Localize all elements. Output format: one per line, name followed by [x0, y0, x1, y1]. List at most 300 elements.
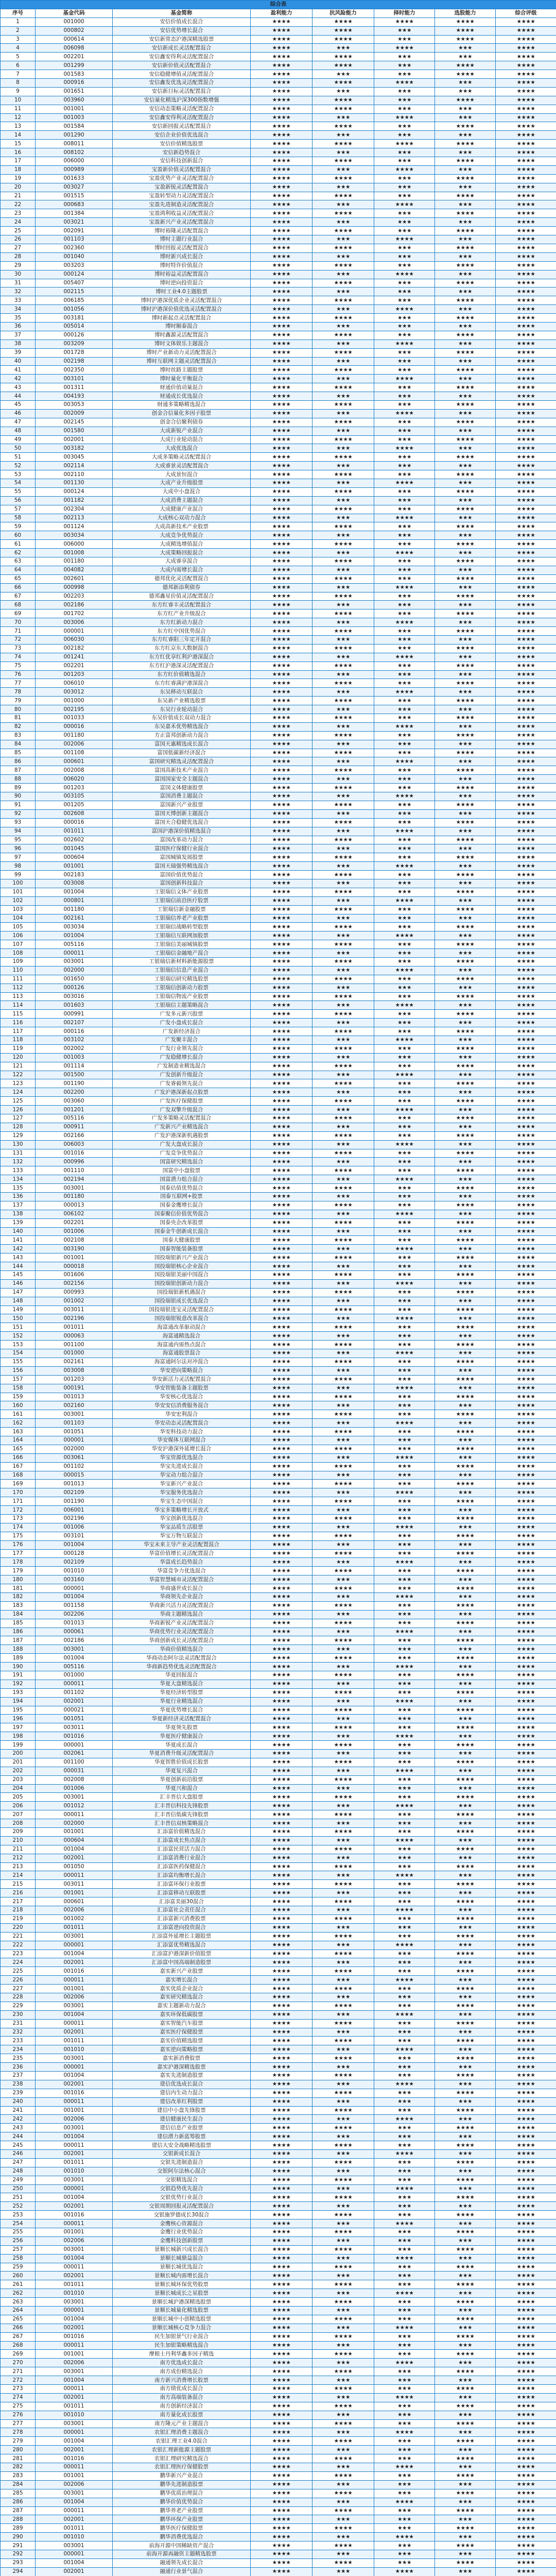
table-row — [1, 2437, 556, 2446]
fund-name: 海富通改革驱动混合 — [113, 1323, 251, 1332]
fund-name: 博时产业新动力灵活配置混合 — [113, 348, 251, 357]
profitability-rating: ★★★★ — [251, 566, 312, 574]
fund-code: 002113 — [36, 514, 113, 522]
overall-rating: ★★★★ — [496, 2428, 556, 2437]
risk-resistance-rating: ★★★★ — [312, 1044, 374, 1053]
risk-resistance-rating: ★★★ — [312, 165, 374, 174]
overall-rating: ★★★★ — [496, 1584, 556, 1593]
fund-code: 001001 — [36, 1985, 113, 1993]
overall-rating: ★★★★ — [496, 1184, 556, 1193]
risk-resistance-rating: ★★★★ — [312, 679, 374, 688]
overall-rating: ★★★★ — [496, 1436, 556, 1445]
table-row — [1, 1158, 556, 1166]
fund-name: 工银瑞信养老产业股票 — [113, 914, 251, 923]
timing-rating: ★★★ — [374, 949, 435, 958]
profitability-rating: ★★★★ — [251, 2219, 312, 2228]
overall-rating: ★★★★ — [496, 1636, 556, 1645]
risk-resistance-rating: ★★★ — [312, 183, 374, 192]
timing-rating: ★★★ — [374, 2315, 435, 2324]
risk-resistance-rating: ★★★★ — [312, 1810, 374, 1819]
fund-name: 广发大盘成长混合 — [113, 1140, 251, 1149]
risk-resistance-rating: ★★★ — [312, 270, 374, 279]
fund-code: 002195 — [36, 705, 113, 714]
fund-name: 广发聚丰混合 — [113, 1036, 251, 1044]
profitability-rating: ★★★★ — [251, 1784, 312, 1793]
fund-name: 华富竞争力优选混合 — [113, 1567, 251, 1575]
profitability-rating: ★★★★ — [251, 1166, 312, 1175]
fund-name: 大成高新技术产业股票 — [113, 522, 251, 531]
stock-selection-rating: ★★★ — [435, 113, 496, 122]
profitability-rating: ★★★★ — [251, 662, 312, 670]
table-row — [1, 1106, 556, 1114]
fund-name: 东方红睿阳三年定开混合 — [113, 636, 251, 645]
risk-resistance-rating: ★★★ — [312, 1854, 374, 1862]
stock-selection-rating: ★★★★ — [435, 627, 496, 636]
fund-code: 001001 — [36, 2350, 113, 2359]
stock-selection-rating: ★★★ — [435, 757, 496, 766]
table-row — [1, 2236, 556, 2245]
timing-rating: ★★★ — [374, 1932, 435, 1941]
fund-code: 003012 — [36, 688, 113, 697]
row-index: 224 — [1, 1958, 36, 1967]
stock-selection-rating: ★★★★ — [435, 1810, 496, 1819]
row-index: 179 — [1, 1567, 36, 1575]
row-index: 192 — [1, 1680, 36, 1688]
timing-rating: ★★★★ — [374, 2533, 435, 2541]
fund-code: 003061 — [36, 1453, 113, 1462]
overall-rating: ★★★★ — [496, 192, 556, 200]
timing-rating: ★★★ — [374, 1253, 435, 1262]
stock-selection-rating: ★★★ — [435, 2219, 496, 2228]
overall-rating: ★★★★ — [496, 1871, 556, 1880]
timing-rating: ★★★ — [374, 1218, 435, 1227]
overall-rating: ★★★★ — [496, 1253, 556, 1262]
profitability-rating: ★★★★ — [251, 1889, 312, 1897]
overall-rating: ★★★★ — [496, 2115, 556, 2124]
stock-selection-rating: ★★★ — [435, 2393, 496, 2402]
timing-rating: ★★★ — [374, 1027, 435, 1036]
table-row — [1, 2376, 556, 2385]
fund-name: 博时量化平衡混合 — [113, 375, 251, 383]
row-index: 149 — [1, 1306, 36, 1314]
row-index: 122 — [1, 1071, 36, 1079]
profitability-rating: ★★★★ — [251, 1193, 312, 1201]
table-row — [1, 79, 556, 88]
row-index: 17 — [1, 157, 36, 166]
row-index: 35 — [1, 314, 36, 323]
table-row — [1, 2393, 556, 2402]
overall-rating: ★★★★ — [496, 836, 556, 844]
fund-code: 001006 — [36, 1227, 113, 1236]
timing-rating: ★★★ — [374, 1845, 435, 1854]
timing-rating: ★★★★ — [374, 2149, 435, 2158]
row-index: 160 — [1, 1401, 36, 1410]
stock-selection-rating: ★★★★ — [435, 1532, 496, 1540]
row-index: 200 — [1, 1750, 36, 1758]
fund-name: 东方红睿满沪港深混合 — [113, 679, 251, 688]
overall-rating: ★★★★ — [496, 1306, 556, 1314]
overall-rating: ★★★★ — [496, 722, 556, 731]
timing-rating: ★★★ — [374, 470, 435, 479]
risk-resistance-rating: ★★★ — [312, 2080, 374, 2089]
fund-name: 南方创新经济混合 — [113, 2402, 251, 2411]
stock-selection-rating: ★★★ — [435, 1419, 496, 1428]
timing-rating: ★★★ — [374, 435, 435, 444]
header-risk-resistance: 抗风险能力 — [312, 9, 374, 18]
fund-code: 001001 — [36, 1828, 113, 1837]
stock-selection-rating: ★★★ — [435, 1697, 496, 1706]
overall-rating: ★★★★ — [496, 1767, 556, 1775]
table-row — [1, 2550, 556, 2558]
risk-resistance-rating: ★★★★ — [312, 1601, 374, 1610]
row-index: 157 — [1, 1375, 36, 1384]
stock-selection-rating: ★★★ — [435, 896, 496, 905]
row-index: 214 — [1, 1871, 36, 1880]
risk-resistance-rating: ★★★★ — [312, 1828, 374, 1837]
table-row — [1, 1341, 556, 1349]
fund-name: 华安核心优选混合 — [113, 1393, 251, 1401]
timing-rating: ★★★ — [374, 1688, 435, 1697]
profitability-rating: ★★★★ — [251, 470, 312, 479]
overall-rating: ★★★★ — [496, 1889, 556, 1897]
stock-selection-rating: ★★★★ — [435, 1236, 496, 1245]
fund-code: 001045 — [36, 844, 113, 853]
timing-rating: ★★★★ — [374, 862, 435, 871]
profitability-rating: ★★★★ — [251, 1062, 312, 1071]
stock-selection-rating: ★★★★ — [435, 2089, 496, 2097]
fund-name: 华宝未来主导产业灵活配置混合 — [113, 1540, 251, 1549]
timing-rating: ★★★ — [374, 287, 435, 296]
row-index: 178 — [1, 1558, 36, 1567]
overall-rating: ★★★★ — [496, 2411, 556, 2419]
overall-rating: ★★★★ — [496, 1079, 556, 1088]
fund-name: 博时回报灵活配置混合 — [113, 244, 251, 252]
timing-rating: ★★★ — [374, 487, 435, 496]
fund-code: 001103 — [36, 235, 113, 244]
table-row — [1, 96, 556, 105]
stock-selection-rating: ★★★ — [435, 688, 496, 697]
table-row — [1, 400, 556, 409]
fund-code: 002006 — [36, 2115, 113, 2124]
table-row — [1, 1897, 556, 1906]
table-row — [1, 1836, 556, 1845]
table-row — [1, 618, 556, 627]
profitability-rating: ★★★★ — [251, 305, 312, 314]
profitability-rating: ★★★★ — [251, 801, 312, 809]
fund-name: 汇丰晋信双核策略混合 — [113, 1819, 251, 1828]
table-row — [1, 1079, 556, 1088]
profitability-rating: ★★★★ — [251, 722, 312, 731]
timing-rating: ★★★ — [374, 1428, 435, 1436]
stock-selection-rating: ★★★ — [435, 1193, 496, 1201]
overall-rating: ★★★★ — [496, 2471, 556, 2480]
risk-resistance-rating: ★★★★ — [312, 279, 374, 287]
fund-name: 宝盈新锐灵活配置混合 — [113, 183, 251, 192]
table-row — [1, 2211, 556, 2219]
fund-code: 008102 — [36, 148, 113, 157]
profitability-rating: ★★★★ — [251, 1967, 312, 1976]
fund-name: 工银瑞信战略转型股票 — [113, 923, 251, 931]
risk-resistance-rating: ★★★★ — [312, 1497, 374, 1506]
fund-code: 001203 — [36, 670, 113, 679]
overall-rating: ★★★★ — [496, 1932, 556, 1941]
timing-rating: ★★★★ — [374, 340, 435, 348]
row-index: 1 — [1, 18, 36, 26]
stock-selection-rating: ★★★ — [435, 1645, 496, 1654]
risk-resistance-rating: ★★★★ — [312, 2124, 374, 2132]
row-index: 75 — [1, 662, 36, 670]
overall-rating: ★★★★ — [496, 70, 556, 79]
stock-selection-rating: ★★★★ — [435, 96, 496, 105]
timing-rating: ★★★★ — [374, 113, 435, 122]
fund-name: 华宝创新优选混合 — [113, 1514, 251, 1523]
timing-rating: ★★★ — [374, 2298, 435, 2307]
row-index: 91 — [1, 801, 36, 809]
table-row — [1, 1288, 556, 1297]
timing-rating: ★★★ — [374, 679, 435, 688]
risk-resistance-rating: ★★★ — [312, 2341, 374, 2350]
fund-name: 建信潜力新蓝筹股票 — [113, 2132, 251, 2141]
table-row — [1, 1253, 556, 1262]
fund-name: 嘉实新消费股票 — [113, 2054, 251, 2063]
row-index: 199 — [1, 1741, 36, 1750]
overall-rating: ★★★★ — [496, 165, 556, 174]
row-index: 238 — [1, 2080, 36, 2089]
table-row — [1, 871, 556, 879]
timing-rating: ★★★ — [374, 2019, 435, 2028]
row-index: 282 — [1, 2463, 36, 2472]
timing-rating: ★★★ — [374, 2446, 435, 2454]
overall-rating: ★★★★ — [496, 940, 556, 949]
overall-rating: ★★★★ — [496, 2524, 556, 2533]
risk-resistance-rating: ★★★ — [312, 2010, 374, 2019]
table-row — [1, 809, 556, 818]
fund-name: 华夏复兴混合 — [113, 1767, 251, 1775]
stock-selection-rating: ★★★★ — [435, 1323, 496, 1332]
fund-name: 大成产业升级股票 — [113, 479, 251, 487]
overall-rating: ★★★★ — [496, 1845, 556, 1854]
fund-name: 嘉实主题新动力混合 — [113, 2002, 251, 2010]
stock-selection-rating: ★★★★ — [435, 679, 496, 688]
fund-name: 财通价值动量混合 — [113, 383, 251, 392]
fund-code: 003001 — [36, 1793, 113, 1802]
fund-name: 博时颐泰混合 — [113, 322, 251, 331]
timing-rating: ★★★★ — [374, 1175, 435, 1184]
timing-rating: ★★★★ — [374, 2463, 435, 2472]
timing-rating: ★★★ — [374, 296, 435, 305]
fund-code: 001006 — [36, 1523, 113, 1532]
stock-selection-rating: ★★★★ — [435, 2350, 496, 2359]
fund-name: 东方红京东大数据混合 — [113, 644, 251, 653]
stock-selection-rating: ★★★ — [435, 931, 496, 940]
risk-resistance-rating: ★★★★ — [312, 1201, 374, 1210]
fund-code: 001002 — [36, 1914, 113, 1923]
row-index: 250 — [1, 2184, 36, 2193]
overall-rating: ★★★★ — [496, 1532, 556, 1540]
timing-rating: ★★★ — [374, 1958, 435, 1967]
fund-name: 华商盛世成长混合 — [113, 1584, 251, 1593]
row-index: 65 — [1, 574, 36, 583]
overall-rating: ★★★★ — [496, 1332, 556, 1341]
stock-selection-rating: ★★★ — [435, 2324, 496, 2332]
fund-code: 002001 — [36, 2149, 113, 2158]
fund-name: 广发新兴产业精选混合 — [113, 1123, 251, 1131]
stock-selection-rating: ★★★★ — [435, 836, 496, 844]
profitability-rating: ★★★★ — [251, 1836, 312, 1845]
risk-resistance-rating: ★★★ — [312, 1663, 374, 1671]
profitability-rating: ★★★★ — [251, 2202, 312, 2211]
fund-name: 嘉实新兴产业股票 — [113, 1967, 251, 1976]
table-row — [1, 914, 556, 923]
fund-name: 工银瑞信主题策略混合 — [113, 1001, 251, 1010]
row-index: 279 — [1, 2437, 36, 2446]
table-row — [1, 2071, 556, 2080]
timing-rating: ★★★ — [374, 427, 435, 435]
timing-rating: ★★★ — [374, 2028, 435, 2037]
row-index: 78 — [1, 688, 36, 697]
stock-selection-rating: ★★★★ — [435, 2558, 496, 2567]
fund-code: 000011 — [36, 2141, 113, 2150]
profitability-rating: ★★★★ — [251, 1410, 312, 1419]
row-index: 289 — [1, 2524, 36, 2533]
stock-selection-rating: ★★★ — [435, 105, 496, 113]
timing-rating: ★★★ — [374, 400, 435, 409]
timing-rating: ★★★ — [374, 2367, 435, 2376]
row-index: 48 — [1, 427, 36, 435]
profitability-rating: ★★★★ — [251, 70, 312, 79]
fund-name: 富国价值优势混合 — [113, 871, 251, 879]
timing-rating: ★★★★ — [374, 2010, 435, 2019]
table-row — [1, 122, 556, 131]
profitability-rating: ★★★★ — [251, 697, 312, 705]
overall-rating: ★★★★ — [496, 331, 556, 340]
overall-rating: ★★★★ — [496, 2350, 556, 2359]
row-index: 152 — [1, 1332, 36, 1341]
profitability-rating: ★★★★ — [251, 235, 312, 244]
row-index: 275 — [1, 2402, 36, 2411]
row-index: 270 — [1, 2359, 36, 2367]
fund-code: 003001 — [36, 957, 113, 966]
fund-name: 广发创新升级混合 — [113, 1071, 251, 1079]
overall-rating: ★★★★ — [496, 235, 556, 244]
fund-code: 003001 — [36, 1932, 113, 1941]
fund-code: 001001 — [36, 862, 113, 871]
overall-rating: ★★★★ — [496, 653, 556, 662]
table-row — [1, 1436, 556, 1445]
table-row — [1, 1314, 556, 1323]
fund-name: 农银汇理消费主题混合 — [113, 2428, 251, 2437]
profitability-rating: ★★★★ — [251, 1044, 312, 1053]
profitability-rating: ★★★★ — [251, 340, 312, 348]
profitability-rating: ★★★★ — [251, 1019, 312, 1027]
timing-rating: ★★★ — [374, 557, 435, 566]
stock-selection-rating: ★★★ — [435, 1453, 496, 1462]
profitability-rating: ★★★★ — [251, 1227, 312, 1236]
table-row — [1, 1044, 556, 1053]
fund-code: 001004 — [36, 2498, 113, 2506]
risk-resistance-rating: ★★★★ — [312, 2019, 374, 2028]
profitability-rating: ★★★★ — [251, 1323, 312, 1332]
fund-name: 汇丰晋信科技先锋股票 — [113, 1802, 251, 1810]
risk-resistance-rating: ★★★ — [312, 1349, 374, 1358]
fund-name: 大成消费主题混合 — [113, 496, 251, 505]
profitability-rating: ★★★★ — [251, 2567, 312, 2576]
profitability-rating: ★★★★ — [251, 1862, 312, 1871]
row-index: 49 — [1, 435, 36, 444]
overall-rating: ★★★★ — [496, 514, 556, 522]
profitability-rating: ★★★★ — [251, 252, 312, 261]
profitability-rating: ★★★★ — [251, 1071, 312, 1079]
risk-resistance-rating: ★★★ — [312, 1366, 374, 1375]
row-index: 165 — [1, 1445, 36, 1453]
risk-resistance-rating: ★★★ — [312, 1245, 374, 1253]
fund-name: 华商新锐产业灵活配置混合 — [113, 1619, 251, 1628]
fund-code: 003001 — [36, 1184, 113, 1193]
profitability-rating: ★★★★ — [251, 2367, 312, 2376]
row-index: 28 — [1, 252, 36, 261]
row-index: 10 — [1, 96, 36, 105]
row-index: 99 — [1, 871, 36, 879]
table-row — [1, 757, 556, 766]
risk-resistance-rating: ★★★ — [312, 305, 374, 314]
table-row — [1, 653, 556, 662]
fund-code: 003011 — [36, 1880, 113, 1889]
timing-rating: ★★★★ — [374, 2324, 435, 2332]
profitability-rating: ★★★★ — [251, 2506, 312, 2515]
timing-rating: ★★★ — [374, 2402, 435, 2411]
timing-rating: ★★★ — [374, 1645, 435, 1654]
table-row — [1, 2463, 556, 2472]
row-index: 140 — [1, 1227, 36, 1236]
stock-selection-rating: ★★★★ — [435, 1462, 496, 1471]
fund-name: 南方优选成长混合 — [113, 2359, 251, 2367]
stock-selection-rating: ★★★ — [435, 514, 496, 522]
fund-name: 海富通内需热点混合 — [113, 1341, 251, 1349]
profitability-rating: ★★★★ — [251, 775, 312, 784]
stock-selection-rating: ★★★ — [435, 2515, 496, 2524]
profitability-rating: ★★★★ — [251, 496, 312, 505]
row-index: 38 — [1, 340, 36, 348]
timing-rating: ★★★★ — [374, 444, 435, 453]
timing-rating: ★★★ — [374, 749, 435, 757]
row-index: 14 — [1, 131, 36, 140]
risk-resistance-rating: ★★★★ — [312, 1480, 374, 1488]
timing-rating: ★★★ — [374, 2071, 435, 2080]
risk-resistance-rating: ★★★ — [312, 148, 374, 157]
row-index: 73 — [1, 644, 36, 653]
risk-resistance-rating: ★★★★ — [312, 35, 374, 44]
table-row — [1, 749, 556, 757]
profitability-rating: ★★★★ — [251, 2341, 312, 2350]
table-row — [1, 340, 556, 348]
risk-resistance-rating: ★★★ — [312, 1976, 374, 1985]
row-index: 217 — [1, 1897, 36, 1906]
profitability-rating: ★★★★ — [251, 836, 312, 844]
risk-resistance-rating: ★★★ — [312, 775, 374, 784]
fund-name: 博时裕益灵活配置混合 — [113, 270, 251, 279]
profitability-rating: ★★★★ — [251, 1923, 312, 1932]
fund-name: 华安科技动力混合 — [113, 1428, 251, 1436]
fund-code: 001100 — [36, 1758, 113, 1767]
fund-name: 博时逆向投资混合 — [113, 279, 251, 287]
stock-selection-rating: ★★★★ — [435, 1218, 496, 1227]
timing-rating: ★★★ — [374, 2411, 435, 2419]
fund-code: 001010 — [36, 2167, 113, 2176]
row-index: 20 — [1, 183, 36, 192]
profitability-rating: ★★★★ — [251, 366, 312, 375]
fund-name: 博时丝路主题股票 — [113, 366, 251, 375]
overall-rating: ★★★★ — [496, 1419, 556, 1428]
